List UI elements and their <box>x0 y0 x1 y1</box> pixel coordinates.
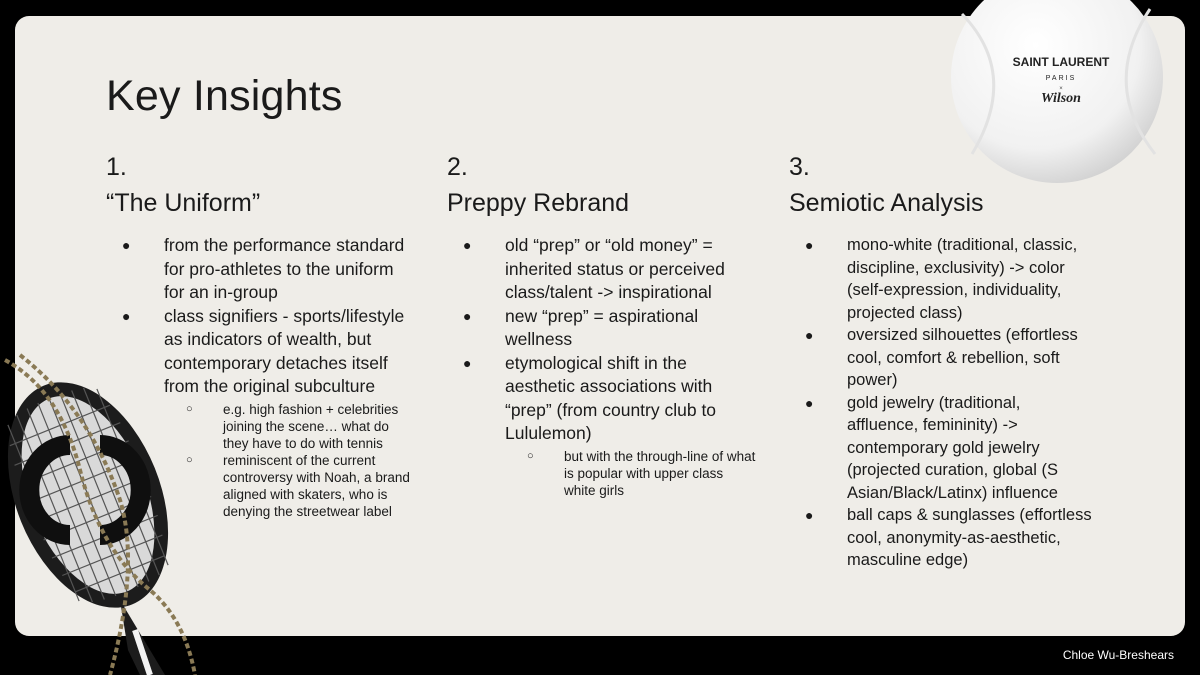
list-item <box>789 392 1094 505</box>
bullet-text: ball caps & sunglasses (effortless cool, anonymity-as-aesthetic, masculine edge) <box>847 506 1092 569</box>
column-heading: Semiotic Analysis <box>789 189 984 217</box>
column-number: 1. <box>106 153 127 181</box>
tennis-ball-image <box>950 0 1164 184</box>
page-title: Key Insights <box>106 72 343 120</box>
chanel-racket-icon <box>0 350 200 675</box>
bullet-text: etymological shift in the aesthetic associations with “prep” (from country club to Lululemon) <box>505 352 717 443</box>
column-number: 2. <box>447 153 468 181</box>
list-item <box>789 324 1094 392</box>
bullet-text: old “prep” or “old money” = inherited status or perceived class/talent -> inspirational <box>505 235 725 302</box>
list-item <box>447 305 757 352</box>
bullet-text: from the performance standard for pro-athletes to the uniform for an in-group <box>164 235 405 302</box>
list-item <box>447 352 757 499</box>
list-item <box>789 234 1094 324</box>
sub-list-item: ○ e.g. high fashion + celebrities joining the scene… what do they have to do with tennis <box>164 401 416 452</box>
racket-throat <box>120 600 165 675</box>
sub-bullet-list <box>164 401 416 520</box>
column-heading: Preppy Rebrand <box>447 189 630 217</box>
column-number: 3. <box>789 153 810 181</box>
bullet-text: new “prep” = aspirational wellness <box>505 305 699 349</box>
column-heading: “The Uniform” <box>106 189 261 217</box>
ball-logo-text: × <box>1059 86 1063 92</box>
sub-bullet-list <box>505 448 757 499</box>
bullet-text: oversized silhouettes (effortless cool, comfort & rebellion, soft power) <box>847 326 1078 389</box>
ball-logo-text: PARIS <box>1045 75 1077 82</box>
bullet-text: class signifiers - sports/lifestyle as indicators of wealth, but contemporary detaches itself from the original subculture <box>164 305 405 396</box>
ball-logo-text: SAINT LAURENT <box>1012 55 1110 69</box>
bullet-list <box>789 234 1094 572</box>
ball-logo-text: Wilson <box>1041 91 1081 106</box>
bullet-text: mono-white (traditional, classic, discipline, exclusivity) -> color (self-expression, individuality, projected class) <box>847 236 1078 322</box>
bullet-text: gold jewelry (traditional, affluence, femininity) -> contemporary gold jewelry (projected curation, global (S Asian/Black/Latinx) influence <box>847 393 1058 502</box>
list-item <box>789 504 1094 572</box>
insight-column-2 <box>447 152 757 501</box>
sub-list-item: ○ but with the through-line of what is popular with upper class white girls <box>505 448 757 499</box>
sub-list-item: ○ reminiscent of the current controversy with Noah, a brand aligned with skaters, who is denying the streetwear label <box>164 452 416 520</box>
list-item <box>447 234 757 305</box>
insight-column-3 <box>789 152 1094 572</box>
author-credit: Chloe Wu-Breshears <box>1062 648 1174 662</box>
list-item <box>106 234 416 305</box>
bullet-list <box>447 234 757 499</box>
